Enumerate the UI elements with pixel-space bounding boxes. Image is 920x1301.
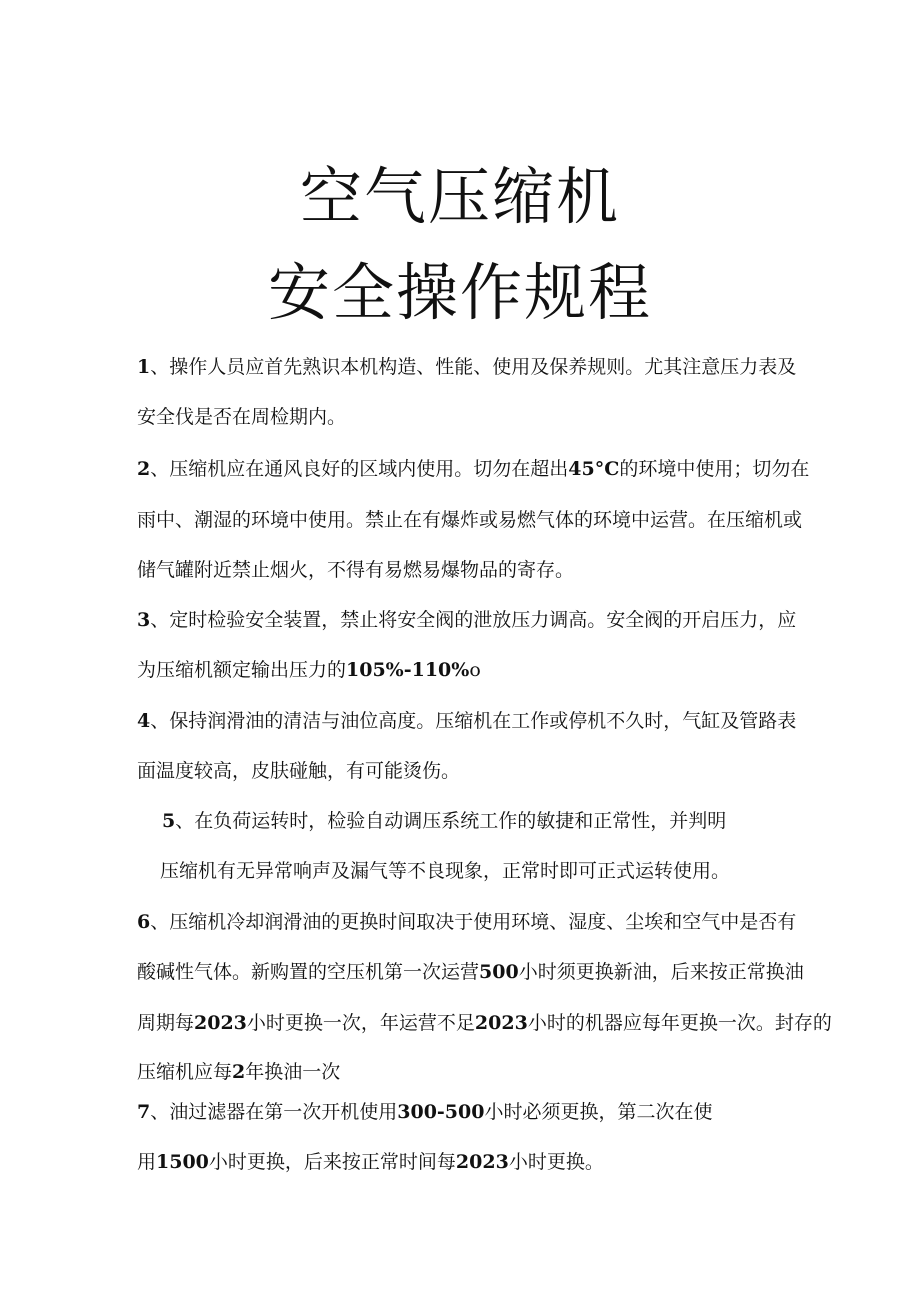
rule-4-line-1: 4、保持润滑油的清洁与油位高度。压缩机在工作或停机不久时，气缸及管路表 xyxy=(137,710,797,732)
rule-5-line-1: 5、在负荷运转时，检验自动调压系统工作的敏捷和正常性，并判明 xyxy=(162,810,727,832)
rule-6-line-2: 酸碱性气体。新购置的空压机第一次运营500小时须更换新油，后来按正常换油 xyxy=(137,961,804,983)
title-line-1: 空气压缩机 xyxy=(299,160,620,233)
rule-5-line-2: 压缩机有无异常响声及漏气等不良现象，正常时即可正式运转使用。 xyxy=(160,860,731,882)
rule-2-line-3: 储气罐附近禁止烟火，不得有易燃易爆物品的寄存。 xyxy=(137,559,575,581)
rule-6-line-1: 6、压缩机冷却润滑油的更换时间取决于使用环境、湿度、尘埃和空气中是否有 xyxy=(137,911,797,933)
rule-4-line-2: 面温度较高，皮肤碰触，有可能烫伤。 xyxy=(137,760,461,782)
title-line-2: 安全操作规程 xyxy=(267,256,652,329)
rule-1-line-1: 1、操作人员应首先熟识本机构造、性能、使用及保养规则。尤其注意压力表及 xyxy=(137,356,797,378)
rule-3-line-2: 为压缩机额定输出压力的105%-110%o xyxy=(137,659,481,681)
rule-6-line-4: 压缩机应每2年换油一次 xyxy=(137,1061,341,1083)
rule-3-line-1: 3、定时检验安全装置，禁止将安全阀的泄放压力调高。安全阀的开启压力，应 xyxy=(137,609,797,631)
rule-6-line-3: 周期每2023小时更换一次，年运营不足2023小时的机器应每年更换一次。封存的 xyxy=(137,1012,832,1034)
rule-7-line-1: 7、油过滤器在第一次开机使用300-500小时必须更换，第二次在使 xyxy=(137,1101,713,1123)
rule-2-line-2: 雨中、潮湿的环境中使用。禁止在有爆炸或易燃气体的环境中运营。在压缩机或 xyxy=(137,509,803,531)
rule-2-line-1: 2、压缩机应在通风良好的区域内使用。切勿在超出45°C的环境中使用；切勿在 xyxy=(137,458,810,480)
rule-1-line-2: 安全伐是否在周检期内。 xyxy=(137,406,347,428)
rule-7-line-2: 用1500小时更换，后来按正常时间每2023小时更换。 xyxy=(137,1151,604,1173)
